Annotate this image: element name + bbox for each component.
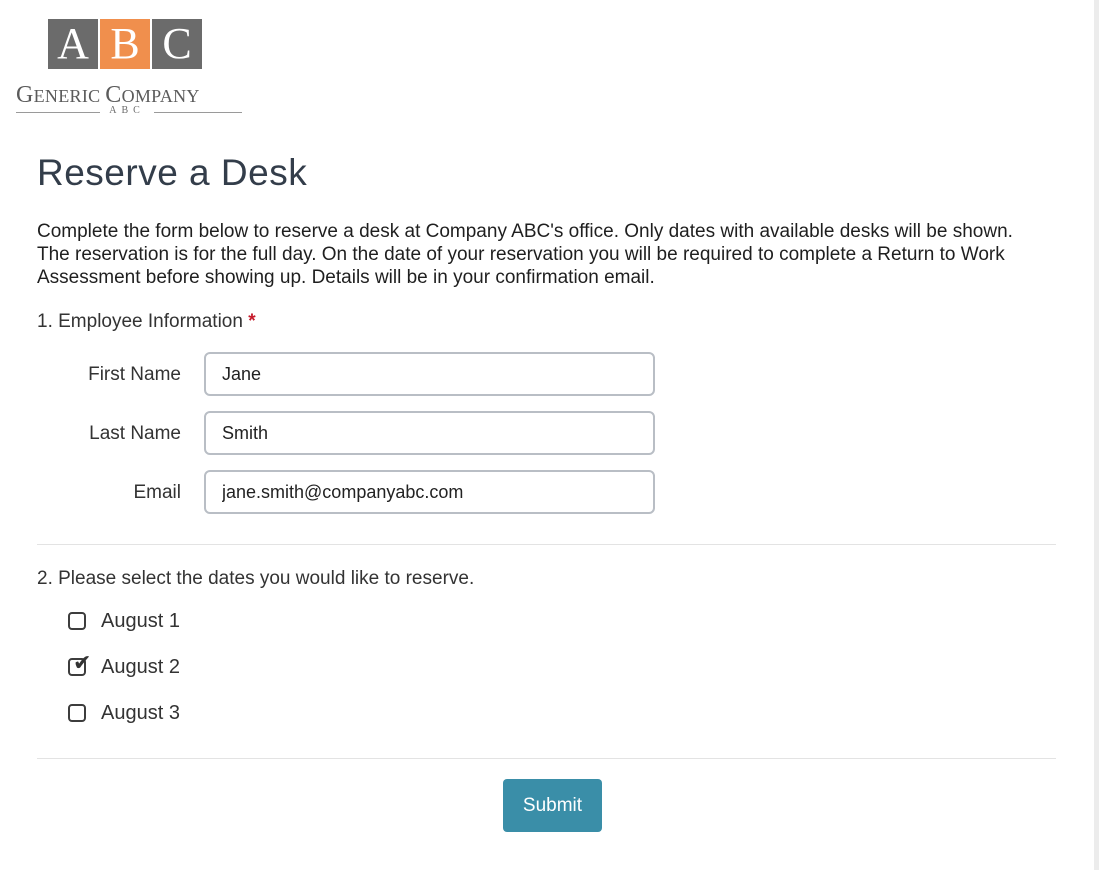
- scrollbar-track[interactable]: [1094, 0, 1099, 870]
- logo-wordmark: GENERIC COMPANY: [16, 82, 200, 108]
- checkmark-icon: ✔: [73, 650, 92, 675]
- email-input[interactable]: [204, 470, 655, 514]
- last-name-label: Last Name: [89, 423, 181, 444]
- date-option-label: August 3: [101, 701, 180, 724]
- section-divider: [37, 758, 1056, 759]
- section-employee-info-title: 1. Employee Information *: [37, 311, 256, 332]
- company-logo: [14, 16, 244, 120]
- section-dates-title: 2. Please select the dates you would like to reserve.: [37, 568, 475, 589]
- checkbox-unchecked[interactable]: [68, 612, 86, 630]
- required-marker: *: [248, 311, 256, 332]
- checkbox-unchecked[interactable]: [68, 704, 86, 722]
- last-name-input[interactable]: [204, 411, 655, 455]
- logo-rule-right: [154, 112, 242, 113]
- intro-text: Complete the form below to reserve a desk at Company ABC's office. Only dates with available desks will be shown. The reservation is for the full day. On the date of your reservation you will be required to complete a Return to Work Assessment before showing up. Details will be in your confirmation email.: [37, 221, 1013, 288]
- first-name-label: First Name: [88, 364, 181, 385]
- date-option-august-2[interactable]: [68, 650, 180, 681]
- logo-letter-b: B: [100, 19, 150, 69]
- section-divider: [37, 544, 1056, 545]
- date-option-august-1[interactable]: [68, 607, 180, 635]
- date-option-august-3[interactable]: [68, 699, 180, 727]
- logo-rule-left: [16, 112, 100, 113]
- first-name-input[interactable]: [204, 352, 655, 396]
- logo-letter-a: A: [48, 19, 98, 69]
- date-option-label: August 1: [101, 609, 180, 632]
- logo-subtext: ABC: [109, 105, 145, 116]
- date-option-label: August 2: [101, 655, 180, 678]
- email-label: Email: [133, 482, 181, 503]
- page-title: Reserve a Desk: [37, 152, 308, 193]
- logo-letter-c: C: [152, 19, 202, 69]
- submit-button[interactable]: Submit: [503, 779, 602, 832]
- checkbox-checked[interactable]: [68, 650, 92, 676]
